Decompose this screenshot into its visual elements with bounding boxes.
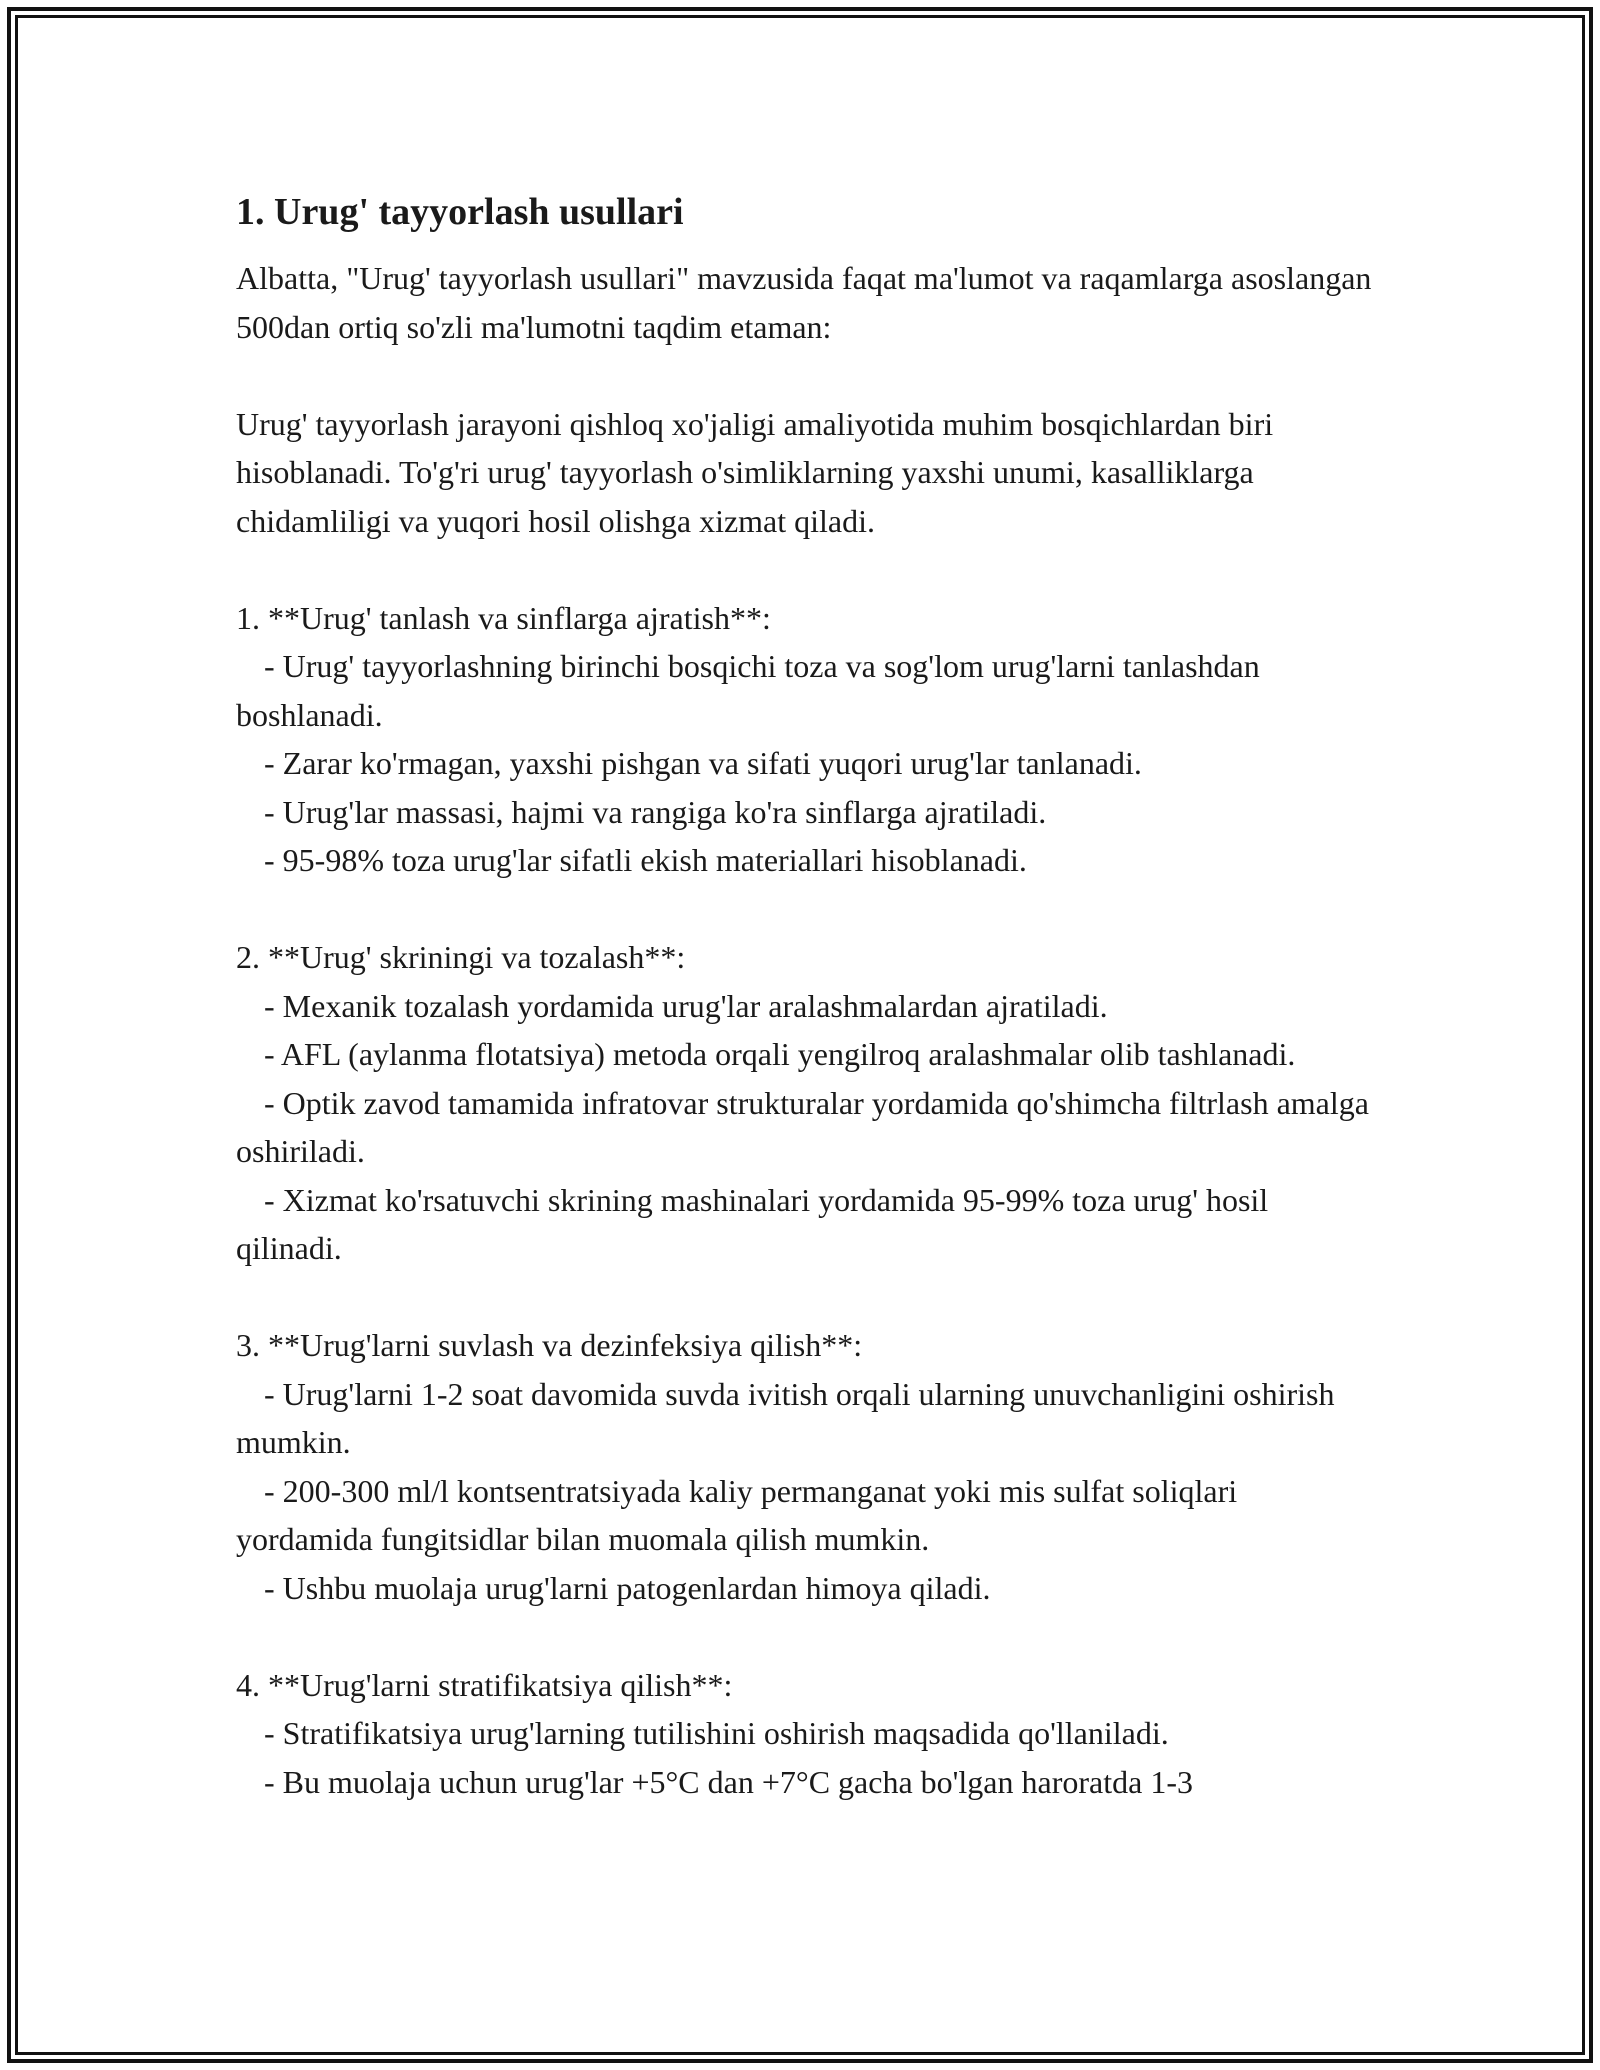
document-body: [236, 188, 1376, 1806]
bullet-item: - Urug'larni 1-2 soat davomida suvda ivitish orqali ularning unuvchanligini oshirish mumkin.: [236, 1375, 1335, 1460]
bullet-item: - 95-98% toza urug'lar sifatli ekish materiallari hisoblanadi.: [264, 842, 1027, 878]
bullet-item: - Urug'lar massasi, hajmi va rangiga ko'ra sinflarga ajratiladi.: [264, 793, 1047, 830]
bullet-item: - Mexanik tozalash yordamida urug'lar aralashmalardan ajratiladi.: [264, 987, 1108, 1024]
bullet-item: - Zarar ko'rmagan, yaxshi pishgan va sifati yuqori urug'lar tanlanadi.: [264, 745, 1142, 781]
section-title: 4. **Urug'larni stratifikatsiya qilish**:: [236, 1666, 733, 1703]
bullet-item: - Bu muolaja uchun urug'lar +5°C dan +7°C gacha bo'lgan haroratda 1-3: [264, 1763, 1193, 1800]
section-title: 1. **Urug' tanlash va sinflarga ajratish**:: [236, 599, 771, 636]
section-seed-soaking: [236, 1321, 1376, 1612]
bullet-item: - 200-300 ml/l kontsentratsiyada kaliy permanganat yoki mis sulfat soliqlari yordamida fungitsidlar bilan muomala qilish mumkin.: [236, 1472, 1238, 1557]
section-title: 2. **Urug' skriningi va tozalash**:: [236, 939, 686, 975]
bullet-item: - Xizmat ko'rsatuvchi skrining mashinalari yordamida 95-99% toza urug' hosil qilinadi.: [236, 1181, 1269, 1266]
section-seed-screening: [236, 933, 1376, 1273]
bullet-item: - Stratifikatsiya urug'larning tutilishini oshirish maqsadida qo'llaniladi.: [264, 1715, 1169, 1751]
section-seed-stratification: [236, 1661, 1376, 1807]
section-seed-selection: [236, 594, 1376, 885]
bullet-item: - Ushbu muolaja urug'larni patogenlardan himoya qiladi.: [264, 1569, 991, 1606]
document-heading: 1. Urug' tayyorlash usullari: [236, 191, 684, 233]
overview-paragraph: Urug' tayyorlash jarayoni qishloq xo'jaligi amaliyotida muhim bosqichlardan biri hisoblanadi. To'g'ri urug' tayyorlash o'simliklarning yaxshi unumi, kasalliklarga chidamliligi va yuqori hosil olishga xizmat qiladi.: [236, 405, 1274, 539]
bullet-item: - Optik zavod tamamida infratovar strukturalar yordamida qo'shimcha filtrlash amalga oshiriladi.: [236, 1084, 1369, 1169]
bullet-item: - AFL (aylanma flotatsiya) metoda orqali yengilroq aralashmalar olib tashlanadi.: [264, 1036, 1296, 1072]
intro-paragraph: Albatta, "Urug' tayyorlash usullari" mavzusida faqat ma'lumot va raqamlarga asoslangan 500dan ortiq so'zli ma'lumotni taqdim etaman:: [236, 260, 1372, 345]
section-title: 3. **Urug'larni suvlash va dezinfeksiya qilish**:: [236, 1327, 863, 1363]
bullet-item: - Urug' tayyorlashning birinchi bosqichi toza va sog'lom urug'larni tanlashdan boshlanadi.: [236, 648, 1260, 733]
